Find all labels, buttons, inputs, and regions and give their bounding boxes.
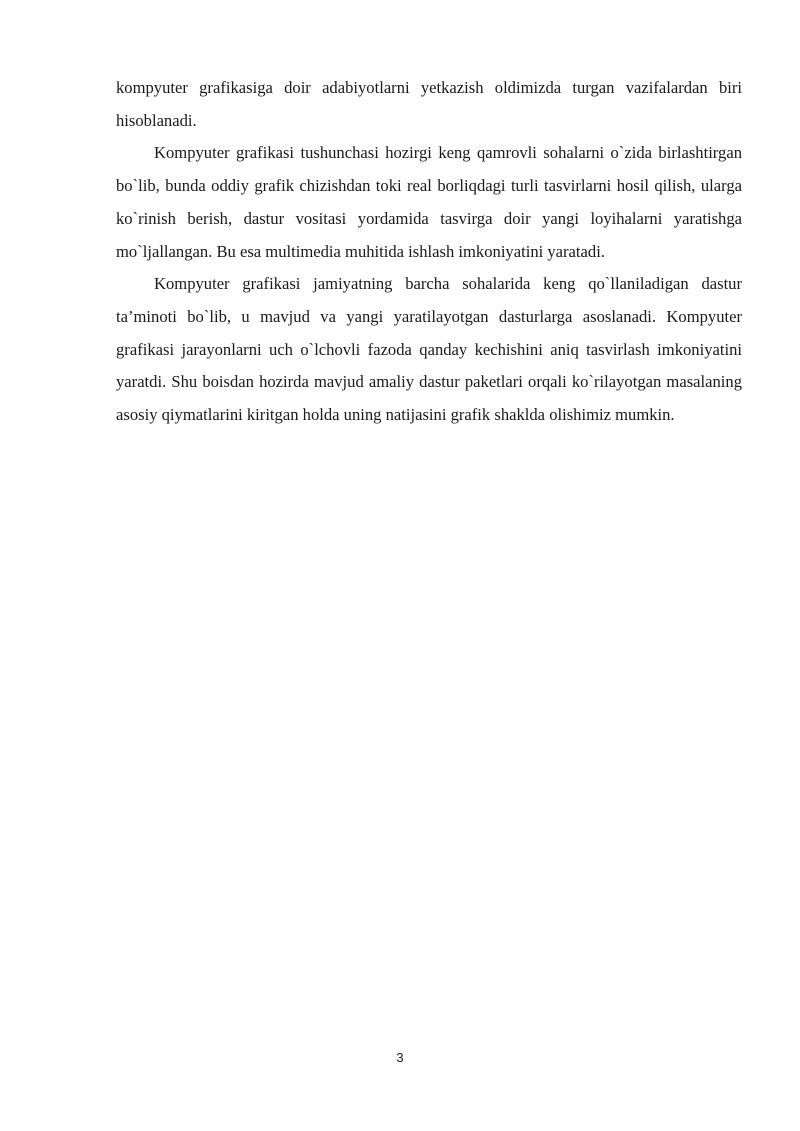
paragraph-computer-graphics-concept: Kompyuter grafikasi tushunchasi hozirgi keng qamrovli sohalarni o`zida birlashtirgan bo`lib, bunda oddiy grafik chizishdan toki real borliqdagi turli tasvirlarni hosil qilish, ularga ko`rinish berish, dastur vositasi yordamida tasvirga doir yangi loyihalarni yaratishga mo`ljallangan. Bu esa multimedia muhitida ishlash imkoniyatini yaratadi.: [116, 143, 742, 261]
page-number: 3: [396, 1050, 404, 1065]
paragraph-computer-graphics-software: Kompyuter grafikasi jamiyatning barcha sohalarida keng qo`llaniladigan dastur ta’minoti bo`lib, u mavjud va yangi yaratilayotgan dasturlarga asoslanadi. Kompyuter grafikasi jarayonlarni uch o`lchovli fazoda qanday kechishini aniq tasvirlash imkoniyatini yaratdi. Shu boisdan hozirda mavjud amaliy dastur paketlari orqali ko`rilayotgan masalaning asosiy qiymatlarini kiritgan holda uning natijasini grafik shaklda olishimiz mumkin.: [116, 274, 742, 425]
paragraph-continuation: kompyuter grafikasiga doir adabiyotlarni yetkazish oldimizda turgan vazifalardan biri hisoblanadi.: [116, 78, 742, 130]
document-body: [116, 72, 742, 432]
